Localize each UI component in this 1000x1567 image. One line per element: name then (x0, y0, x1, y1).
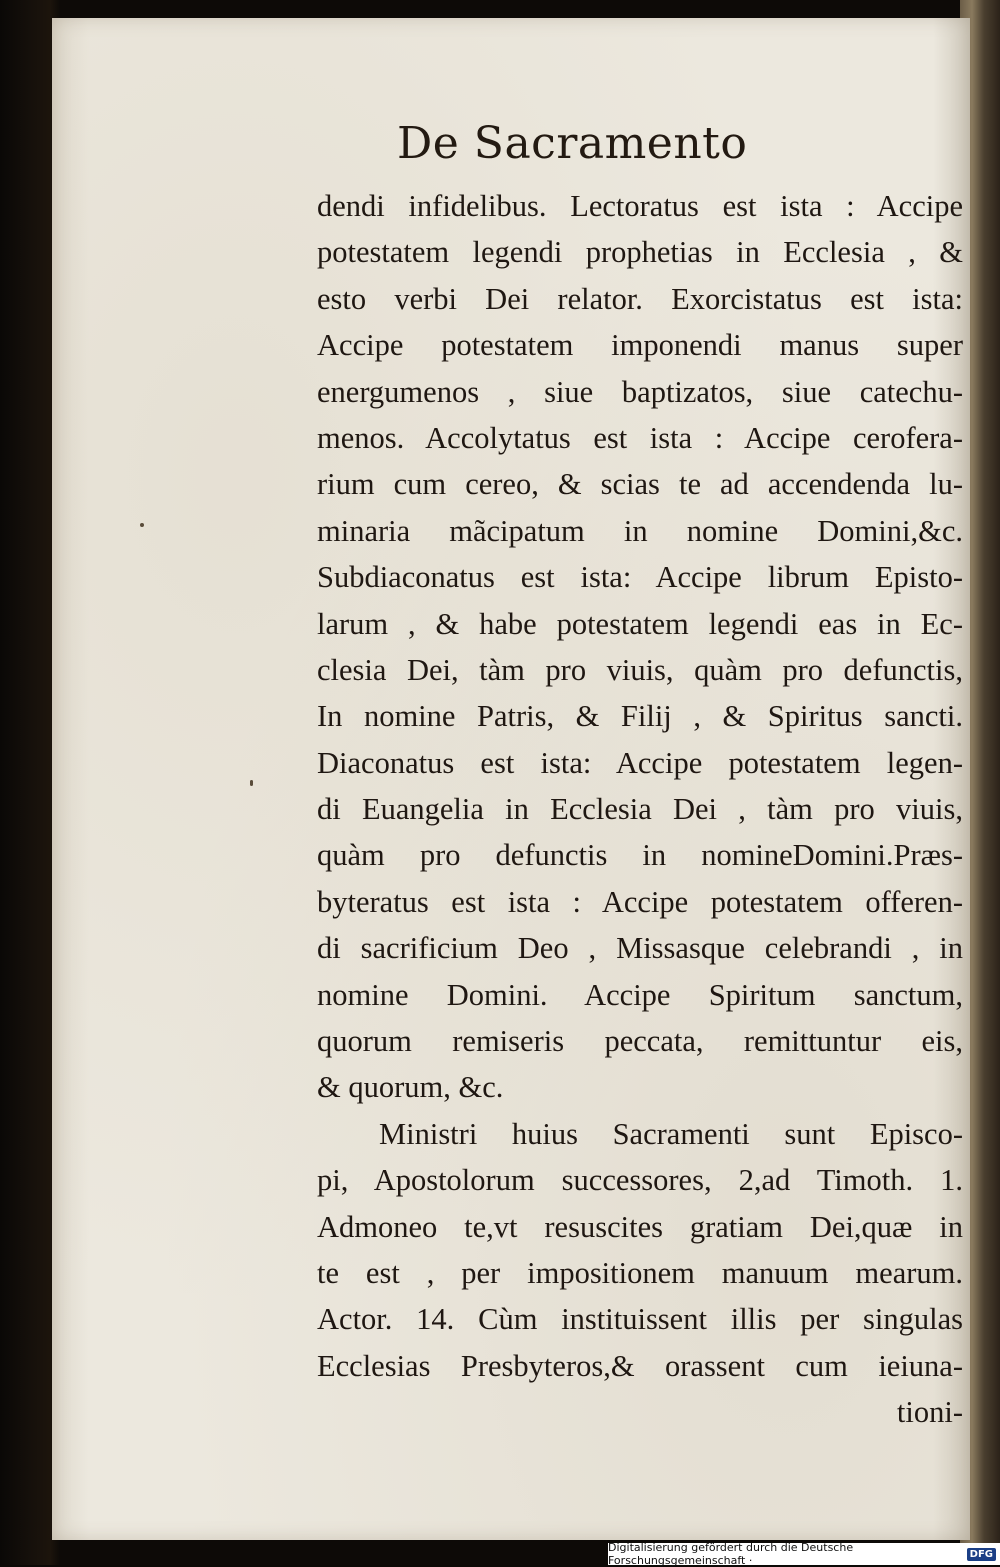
digitization-credit-banner (608, 1543, 1000, 1565)
book-page (52, 18, 970, 1540)
text-line: & quorum, &c. (317, 1064, 963, 1110)
catchword: tioni- (317, 1389, 963, 1435)
text-line: larum , & habe potestatem legendi eas in Ec- (317, 601, 963, 647)
text-line: Accipe potestatem imponendi manus super (317, 322, 963, 368)
text-line: nomine Domini. Accipe Spiritum sanctum, (317, 972, 963, 1018)
text-line: pi, Apostolorum successores, 2,ad Timoth. 1. (317, 1157, 963, 1203)
text-line: esto verbi Dei relator. Exorcistatus est ista: (317, 276, 963, 322)
text-line: Ecclesias Presbyteros,& orassent cum ieiuna- (317, 1343, 963, 1389)
text-line: quorum remiseris peccata, remittuntur eis, (317, 1018, 963, 1064)
text-line: quàm pro defunctis in nomineDomini.Præs- (317, 832, 963, 878)
text-line: potestatem legendi prophetias in Ecclesia , & (317, 229, 963, 275)
dfg-logo: DFG (967, 1548, 996, 1561)
credit-text: Digitalisierung gefördert durch die Deutsche Forschungsgemeinschaft · (608, 1541, 961, 1567)
text-line: Admoneo te,vt resuscites gratiam Dei,quæ in (317, 1204, 963, 1250)
text-line: minaria mãcipatum in nomine Domini,&c. (317, 508, 963, 554)
text-line: clesia Dei, tàm pro viuis, quàm pro defunctis, (317, 647, 963, 693)
text-line: Actor. 14. Cùm instituissent illis per singulas (317, 1296, 963, 1342)
running-head: De Sacramento (397, 118, 827, 169)
text-line: te est , per impositionem manuum mearum. (317, 1250, 963, 1296)
text-line: energumenos , siue baptizatos, siue catechu- (317, 369, 963, 415)
margin-speck (250, 780, 253, 786)
text-line: Diaconatus est ista: Accipe potestatem legen- (317, 740, 963, 786)
text-line: Subdiaconatus est ista: Accipe librum Episto- (317, 554, 963, 600)
text-line: di sacrificium Deo , Missasque celebrandi , in (317, 925, 963, 971)
text-line: di Euangelia in Ecclesia Dei , tàm pro viuis, (317, 786, 963, 832)
text-line: menos. Accolytatus est ista : Accipe cerofera- (317, 415, 963, 461)
text-line: dendi infidelibus. Lectoratus est ista : Accipe (317, 183, 963, 229)
margin-speck (140, 523, 144, 527)
text-line: byteratus est ista : Accipe potestatem offeren- (317, 879, 963, 925)
text-line: In nomine Patris, & Filij , & Spiritus sancti. (317, 693, 963, 739)
text-line: rium cum cereo, & scias te ad accendenda lu- (317, 461, 963, 507)
body-text (317, 183, 963, 1436)
text-line: Ministri huius Sacramenti sunt Episco- (317, 1111, 963, 1157)
